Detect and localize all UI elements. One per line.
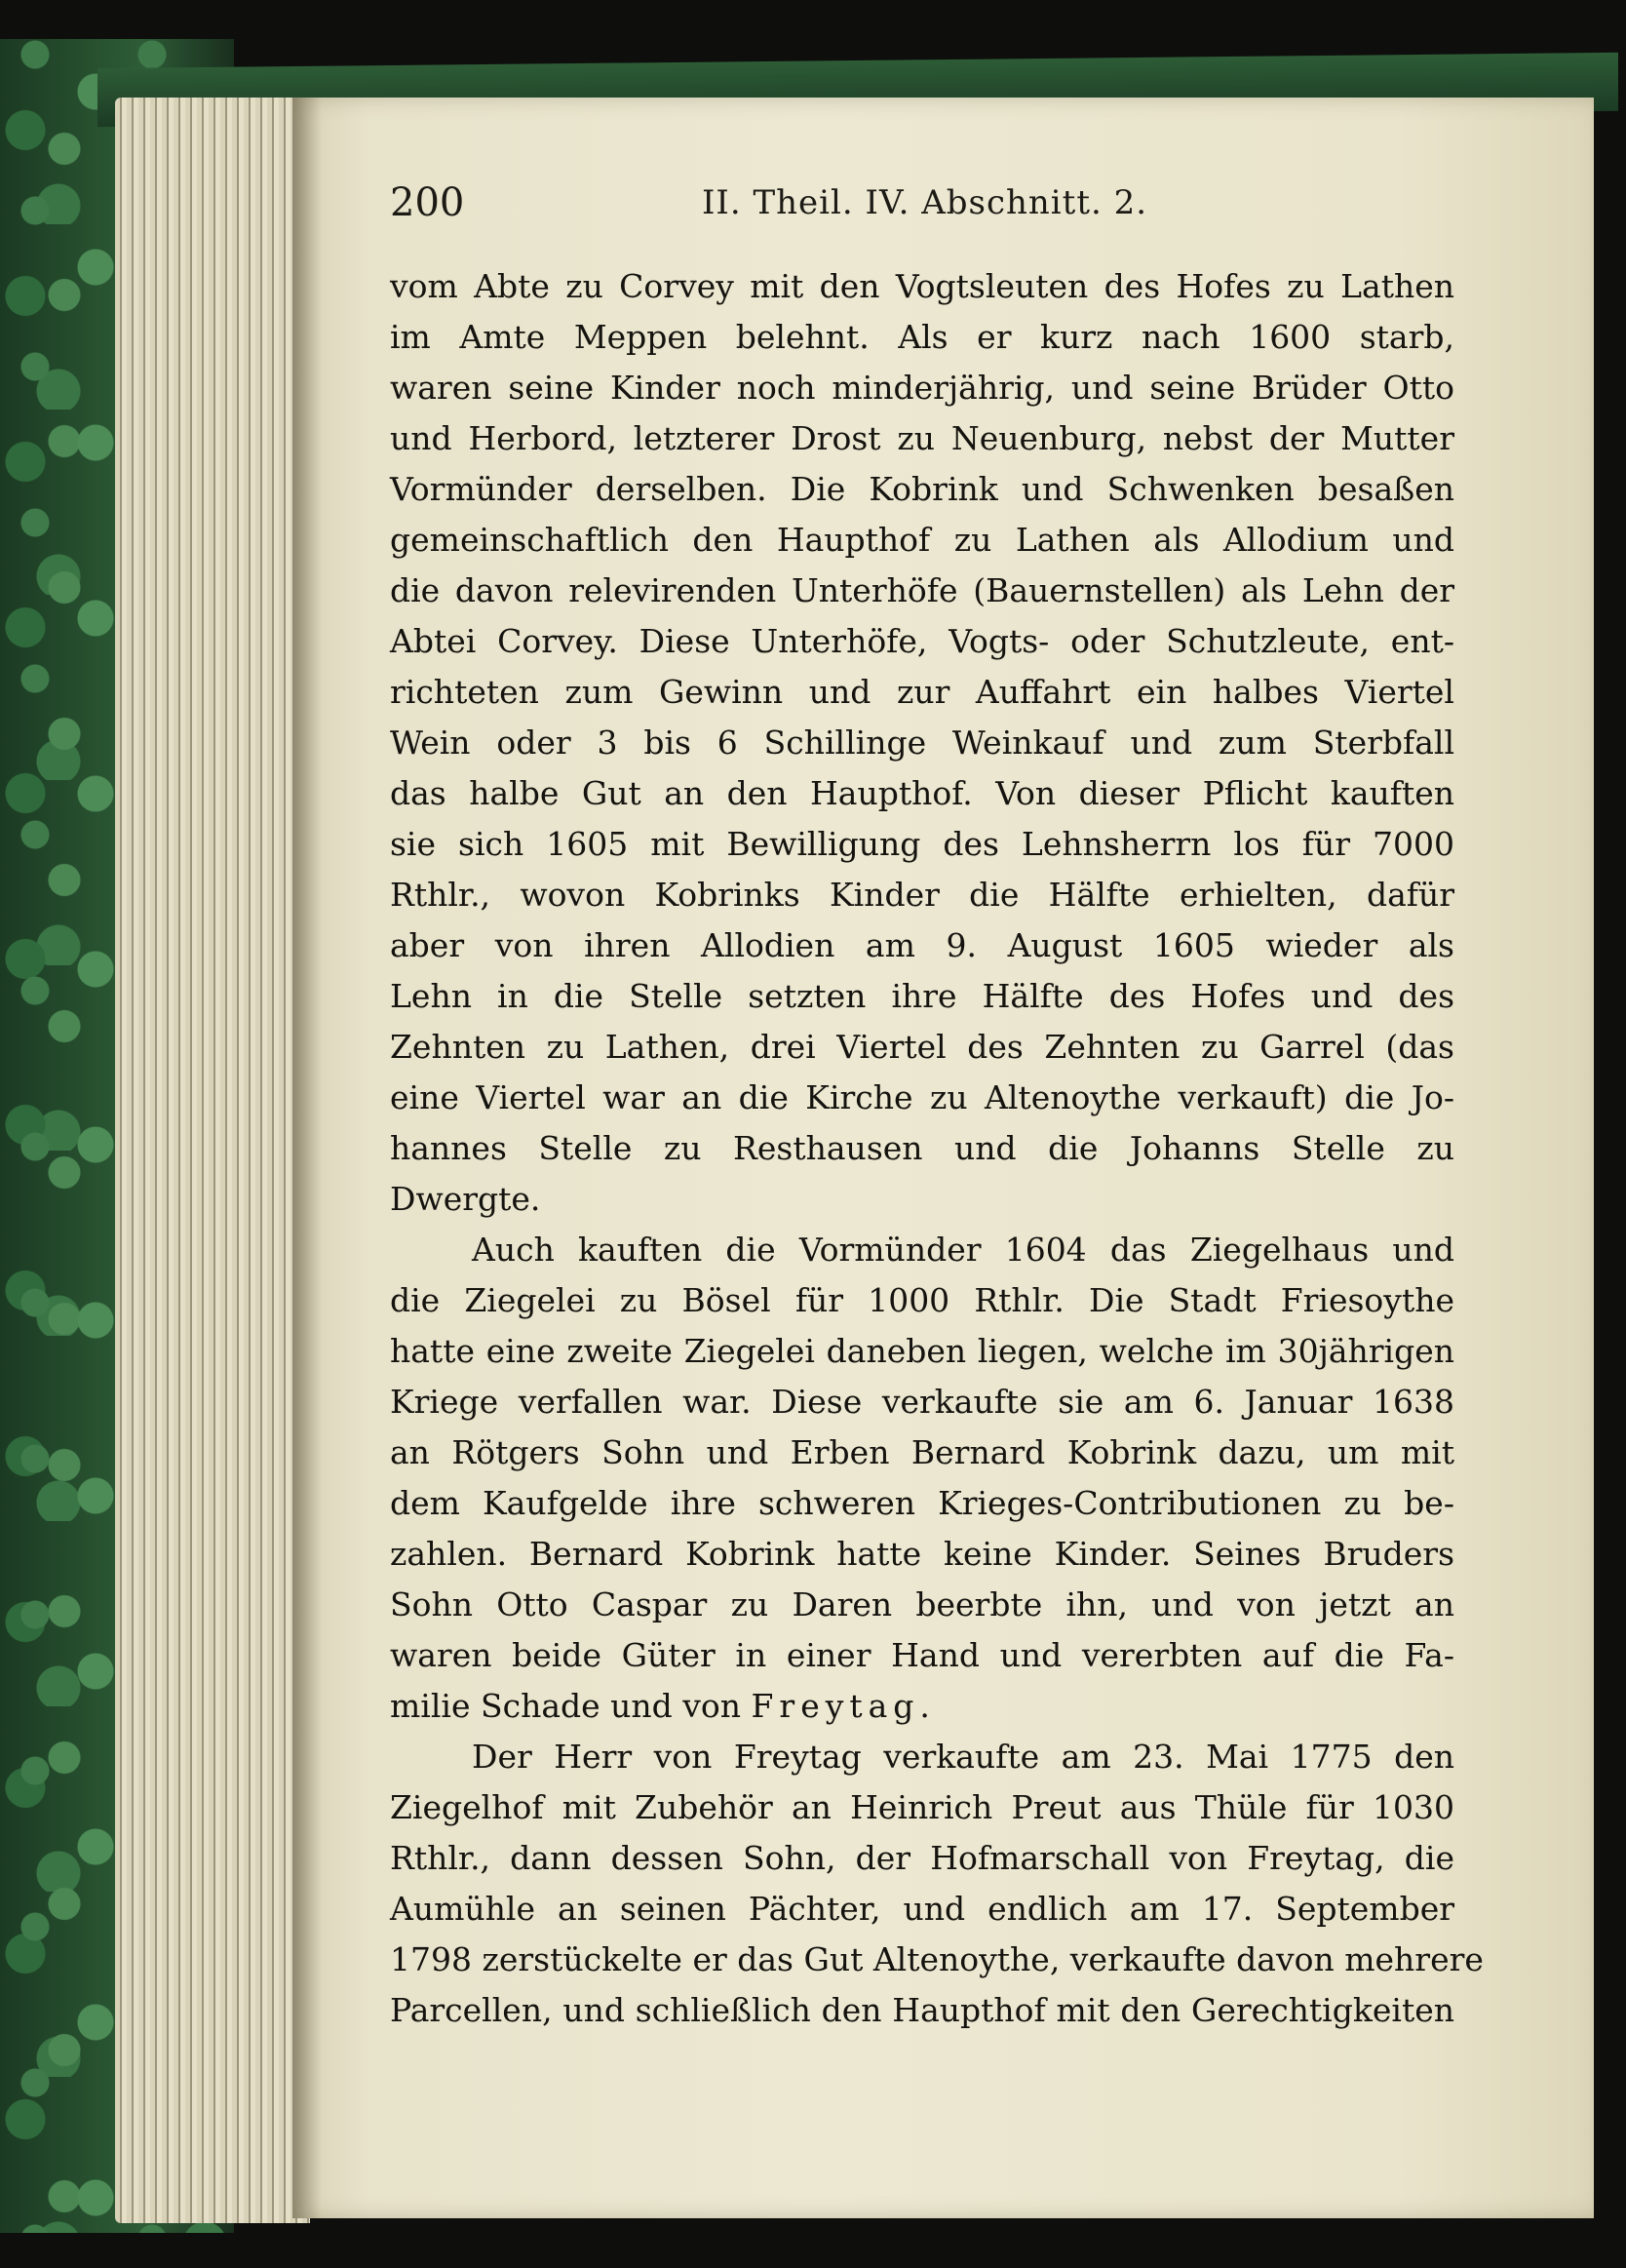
spaced-name: Freytag.: [751, 1687, 936, 1725]
text-line: hatte eine zweite Ziegelei daneben liegen, welche im 30jährigen: [390, 1332, 1454, 1370]
text-line: Parcellen, und schließlich den Haupthof mit den Gerechtigkeiten: [390, 1991, 1454, 2029]
text-line: waren beide Güter in einer Hand und vererbten auf die Fa-: [390, 1636, 1454, 1674]
text-line: sie sich 1605 mit Bewilligung des Lehnsherrn los für 7000: [390, 825, 1454, 863]
text-line: zahlen. Bernard Kobrink hatte keine Kinder. Seines Bruders: [390, 1535, 1454, 1573]
text-line: Rthlr., dann dessen Sohn, der Hofmarschall von Freytag, die: [390, 1839, 1454, 1877]
running-head: [390, 174, 1452, 232]
text-line: Sohn Otto Caspar zu Daren beerbte ihn, und von jetzt an: [390, 1585, 1454, 1623]
page-number: 200: [390, 180, 465, 225]
text-line: Zehnten zu Lathen, drei Viertel des Zehnten zu Garrel (das: [390, 1028, 1454, 1066]
text-line: Aumühle an seinen Pächter, und endlich am 17. September: [390, 1890, 1454, 1928]
text-line: Kriege verfallen war. Diese verkaufte sie am 6. Januar 1638: [390, 1383, 1454, 1421]
text-line: Rthlr., wovon Kobrinks Kinder die Hälfte erhielten, dafür: [390, 876, 1454, 914]
text-line: Auch kauften die Vormünder 1604 das Ziegelhaus und: [472, 1231, 1454, 1269]
text-line: das halbe Gut an den Haupthof. Von dieser Pflicht kauften: [390, 774, 1454, 812]
page-stack-edges: [115, 98, 310, 2223]
text-line: Der Herr von Freytag verkaufte am 23. Mai 1775 den: [472, 1738, 1454, 1776]
text-line-with-spaced-name: [390, 1681, 1454, 1732]
text-line: und Herbord, letzterer Drost zu Neuenburg, nebst der Mutter: [390, 419, 1454, 457]
text-line: hannes Stelle zu Resthausen und die Johanns Stelle zu: [390, 1129, 1454, 1167]
text-line: im Amte Meppen belehnt. Als er kurz nach 1600 starb,: [390, 318, 1454, 356]
text-line: dem Kaufgelde ihre schweren Krieges-Contributionen zu be-: [390, 1484, 1454, 1522]
text-line: gemeinschaftlich den Haupthof zu Lathen als Allodium und: [390, 521, 1454, 559]
text-line: Ziegelhof mit Zubehör an Heinrich Preut aus Thüle für 1030: [390, 1788, 1454, 1826]
text-line: richteten zum Gewinn und zur Auffahrt ein halbes Viertel: [390, 673, 1454, 711]
text-line: Vormünder derselben. Die Kobrink und Schwenken besaßen: [390, 470, 1454, 508]
spine-shadow: [292, 98, 322, 2218]
body-text: [390, 261, 1484, 2036]
text-line: Abtei Corvey. Diese Unterhöfe, Vogts- oder Schutzleute, ent-: [390, 622, 1454, 660]
text-line: 1798 zerstückelte er das Gut Altenoythe, verkaufte davon mehrere: [390, 1940, 1484, 1978]
text-line: Wein oder 3 bis 6 Schillinge Weinkauf und zum Sterbfall: [390, 723, 1454, 762]
text-line: waren seine Kinder noch minderjährig, und seine Brüder Otto: [390, 369, 1454, 407]
text-line: vom Abte zu Corvey mit den Vogtsleuten des Hofes zu Lathen: [390, 267, 1454, 305]
text-line: Lehn in die Stelle setzten ihre Hälfte des Hofes und des: [390, 977, 1454, 1015]
text-line: die davon relevirenden Unterhöfe (Bauernstellen) als Lehn der: [390, 571, 1454, 609]
text-line: aber von ihren Allodien am 9. August 1605 wieder als: [390, 926, 1454, 964]
text-line: Dwergte.: [390, 1180, 541, 1218]
text-line: die Ziegelei zu Bösel für 1000 Rthlr. Die Stadt Friesoythe: [390, 1281, 1454, 1319]
text-line: eine Viertel war an die Kirche zu Altenoythe verkauft) die Jo-: [390, 1078, 1454, 1116]
text-fragment: milie Schade und von: [390, 1687, 752, 1725]
running-title: II. Theil. IV. Abschnitt. 2.: [702, 183, 1148, 222]
text-line: an Rötgers Sohn und Erben Bernard Kobrink dazu, um mit: [390, 1433, 1454, 1471]
